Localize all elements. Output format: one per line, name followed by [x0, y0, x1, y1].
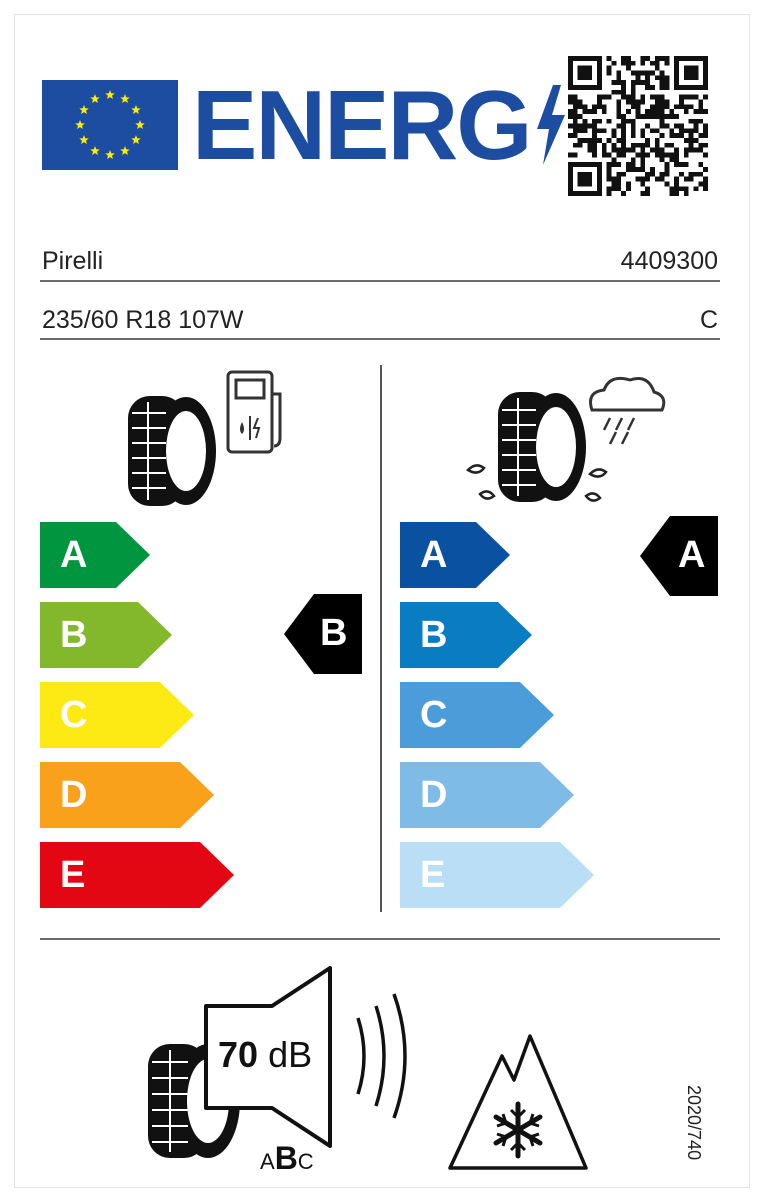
column-divider — [380, 365, 382, 912]
divider — [40, 280, 720, 282]
eu-flag-icon — [42, 80, 178, 170]
supplier-name: Pirelli — [42, 247, 104, 275]
fuel-pump-tyre-icon — [120, 368, 295, 508]
qr-code-icon — [568, 56, 708, 196]
noise-class-rating: B — [274, 1140, 298, 1176]
fuel-efficiency-class-d-bar — [40, 762, 214, 828]
regulation-number: 2020/740 — [684, 1085, 704, 1161]
tyre-class: C — [699, 306, 718, 334]
wet-grip-rating: A — [678, 534, 706, 576]
wet-grip-class-c-bar — [400, 682, 554, 748]
lightning-bolt-icon — [533, 85, 567, 165]
divider — [40, 938, 720, 940]
tyre-size-designation: 235/60 R18 107W — [42, 306, 244, 334]
fuel-efficiency-class-label: D — [60, 774, 88, 816]
fuel-efficiency-class-label: B — [60, 614, 88, 656]
fuel-efficiency-class-label: A — [60, 534, 88, 576]
wet-grip-class-label: C — [420, 694, 448, 736]
wet-grip-class-label: A — [420, 534, 448, 576]
fuel-efficiency-class-a-bar — [40, 522, 150, 588]
wet-grip-class-label: B — [420, 614, 448, 656]
noise-class-scale: ABC — [260, 1140, 314, 1176]
wet-grip-class-label: D — [420, 774, 448, 816]
wet-grip-class-label: E — [420, 854, 446, 896]
wet-grip-class-e-bar — [400, 842, 594, 908]
fuel-efficiency-class-c-bar — [40, 682, 194, 748]
wet-grip-rating-marker — [640, 516, 718, 596]
three-peak-mountain-snowflake-icon — [444, 1028, 592, 1174]
fuel-efficiency-class-label: E — [60, 854, 86, 896]
fuel-efficiency-class-e-bar — [40, 842, 234, 908]
fuel-efficiency-rating-marker — [284, 594, 362, 674]
fuel-efficiency-rating: B — [320, 612, 348, 654]
noise-value: 70 dB — [218, 1034, 313, 1075]
wet-grip-class-a-bar — [400, 522, 510, 588]
rain-cloud-tyre-icon — [462, 370, 672, 515]
divider — [40, 338, 720, 340]
wet-grip-class-d-bar — [400, 762, 574, 828]
energy-title: ENERG — [192, 70, 567, 180]
fuel-efficiency-class-b-bar — [40, 602, 172, 668]
wet-grip-class-b-bar — [400, 602, 532, 668]
fuel-efficiency-class-label: C — [60, 694, 88, 736]
tyre-type-identifier: 4409300 — [620, 247, 718, 275]
